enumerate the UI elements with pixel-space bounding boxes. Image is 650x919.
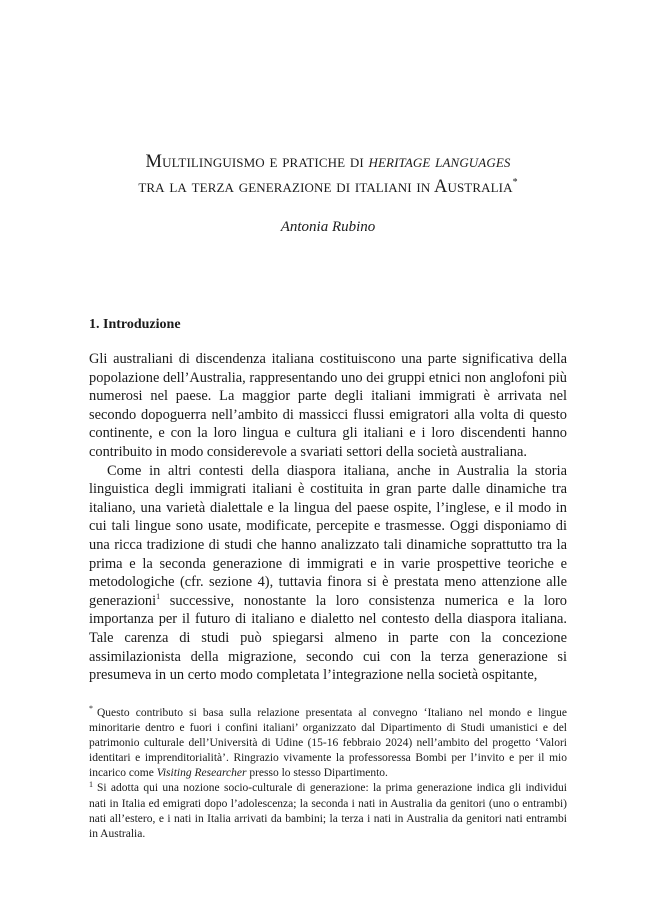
- paper-title: [79, 150, 577, 200]
- author-name: Antonia Rubino: [280, 219, 376, 235]
- footnote-star-mark: *: [89, 704, 93, 714]
- paragraph-1: Gli australiani di discendenza italiana costituiscono una parte significativa della popolazione dell’Australia, rappresentando uno dei gruppi etnici non anglofoni più numerosi nel paese. La maggior parte degli italiani immigrati è arrivata nel secondo dopoguerra nell’ambito di massicci flussi emigratori alla volta di questo continente, e con la loro lingua e cultura gli italiani e i loro discendenti hanno contribuito in modo considerevole a svariati settori della società australiana.: [89, 351, 567, 460]
- footnote-star-italic: Visiting Researcher: [156, 767, 247, 780]
- footnote-1-text: Si adotta qui una nozione socio-culturale di generazione: la prima generazione indica gli individui nati in Italia ed emigrati dopo l’adolescenza; la seconda i nati in Australia da genitori (uno o entrambi) nati all’estero, e i nati in Italia arrivati da bambini; la terza i nati in Australia da genitori nati entrambi in Australia.: [89, 782, 567, 840]
- paragraph-2-part-b: successive, nonostante la loro consistenza numerica e la loro importanza per il futuro di italiano e dialetto nel contesto della diaspora italiana. Tale carenza di studi può spiegarsi almeno in parte con la concezione assimilazionista della migrazione, secondo cui con la terza generazione si presumeva in un certo modo completata l’integrazione nella società ospitante,: [89, 592, 567, 684]
- body-text: [89, 350, 567, 685]
- footnote-star-text-a: Questo contributo si basa sulla relazione presentata al convegno ‘Italiano nel mondo e lingue minoritarie dentro e fuori i confini italiani’ organizzato dal Dipartimento di Studi umanistici e del patrimonio culturale dell’Università di Udine (15-16 febbraio 2024) nell’ambito del progetto ‘Valori identitari e imprenditorialità’. Ringrazio vivamente la professoressa Bombi per l’invito e per il mio incarico come: [89, 707, 567, 780]
- footnote-1: [89, 781, 567, 841]
- footnote-star-text-b: presso lo stesso Dipartimento.: [246, 767, 388, 780]
- footnote-star: [89, 706, 567, 781]
- paragraph-2-part-a: Come in altri contesti della diaspora italiana, anche in Australia la storia linguistica degli immigrati italiani è costituita in gran parte dalle dinamiche tra italiano, una varietà dialettale e la lingua del paese ospite, l’inglese, e il modo in cui tali lingue sono usate, modificate, percepite e trasmesse. Oggi disponiamo di una ricca tradizione di studi che hanno analizzato tali dinamiche soprattutto tra la prima e la seconda generazione di immigrati e in varie prospettive teoriche e metodologiche (cfr. sezione 4), tuttavia finora si è prestata meno attenzione alle generazioni: [89, 462, 567, 609]
- title-line2: tra la terza generazione di italiani in Australia: [138, 177, 513, 197]
- title-line1-italic: heritage languages: [368, 152, 511, 172]
- section-heading: 1. Introduzione: [89, 317, 181, 332]
- footnotes: [89, 706, 567, 842]
- paper-page: [89, 0, 567, 919]
- title-footnote-mark[interactable]: *: [512, 176, 518, 188]
- paragraph-2: [89, 462, 567, 685]
- footnote-1-mark: 1: [89, 779, 93, 789]
- footnote-reference-1[interactable]: 1: [156, 591, 161, 601]
- title-line1-prefix: Multilinguismo e pratiche di: [145, 152, 369, 172]
